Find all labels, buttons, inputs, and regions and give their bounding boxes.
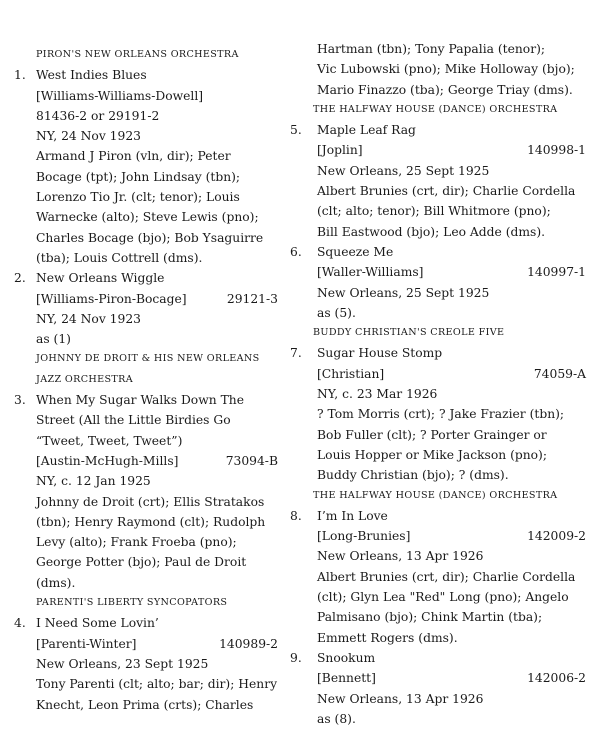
matrix-number: 140997-1 xyxy=(527,265,586,280)
track-number: 4. xyxy=(14,616,26,631)
composer-matrix-row xyxy=(36,451,286,471)
composer-matrix-row xyxy=(317,262,590,282)
personnel-line: (clt); Glyn Lea "Red" Long (pno); Angelo xyxy=(317,590,569,605)
personnel-line: (clt; alto; tenor); Bill Whitmore (pno); xyxy=(317,204,551,219)
recording-date: New Orleans, 13 Apr 1926 xyxy=(317,549,484,564)
personnel-reference: as (5). xyxy=(317,305,356,320)
track-entry-5 xyxy=(290,120,590,242)
matrix-number: 73094-B xyxy=(225,453,278,468)
band-name: PARENTI'S LIBERTY SYNCOPATORS xyxy=(36,597,228,609)
band-name: THE HALFWAY HOUSE (DANCE) ORCHESTRA xyxy=(313,489,558,501)
track-entry-1 xyxy=(14,65,286,268)
band-name: JOHNNY DE DROIT & HIS NEW ORLEANS xyxy=(36,353,260,365)
composer-matrix-row xyxy=(36,634,286,654)
personnel-line: Mario Finazzo (tba); George Triay (dms). xyxy=(317,82,573,97)
recording-date: NY, 24 Nov 1923 xyxy=(36,129,141,144)
personnel-line: Louis Hopper or Mike Jackson (pno); xyxy=(317,447,548,462)
composer-credit: [Bennett] xyxy=(317,671,376,686)
personnel-line: ? Tom Morris (crt); ? Jake Frazier (tbn); xyxy=(317,407,565,422)
composer-matrix-row xyxy=(317,526,590,546)
track-title-continued: “Tweet, Tweet, Tweet”) xyxy=(36,433,183,448)
composer-matrix-row xyxy=(36,289,286,309)
matrix-number: 140989-2 xyxy=(219,636,278,651)
track-entry-2 xyxy=(14,268,286,349)
recording-date: New Orleans, 13 Apr 1926 xyxy=(317,691,484,706)
composer-credit: [Parenti-Winter] xyxy=(36,636,137,651)
personnel-line: Tony Parenti (clt; alto; bar; dir); Henry xyxy=(36,677,278,692)
composer-credit: [Austin-McHugh-Mills] xyxy=(36,453,179,468)
recording-date: NY, c. 12 Jan 1925 xyxy=(36,474,151,489)
personnel-line: Albert Brunies (crt, dir); Charlie Cordella xyxy=(317,184,576,199)
track-number: 8. xyxy=(290,508,302,523)
personnel-line: Palmisano (bjo); Chink Martin (tba); xyxy=(317,610,543,625)
recording-date: New Orleans, 25 Sept 1925 xyxy=(317,285,490,300)
composer-credit: [Williams-Williams-Dowell] xyxy=(36,88,204,103)
composer-credit: [Williams-Piron-Bocage] xyxy=(36,291,187,306)
recording-date: New Orleans, 23 Sept 1925 xyxy=(36,656,209,671)
personnel-line: Charles Bocage (bjo); Bob Ysaguirre xyxy=(36,230,264,245)
track-entry-7 xyxy=(290,343,590,485)
track-number: 2. xyxy=(14,271,26,286)
track-title: When My Sugar Walks Down The xyxy=(36,393,244,408)
band-name: THE HALFWAY HOUSE (DANCE) ORCHESTRA xyxy=(313,103,558,115)
composer-matrix-row xyxy=(317,668,590,688)
track-entry-3 xyxy=(14,390,286,593)
personnel-line: Albert Brunies (crt, dir); Charlie Cordella xyxy=(317,569,576,584)
personnel-line: Armand J Piron (vln, dir); Peter xyxy=(36,149,231,164)
right-column xyxy=(290,39,590,729)
track-number: 3. xyxy=(14,393,26,408)
track-title-continued: Street (All the Little Birdies Go xyxy=(36,413,231,428)
personnel-continuation xyxy=(290,39,590,100)
track-title: New Orleans Wiggle xyxy=(36,271,165,286)
personnel-line: Vic Lubowski (pno); Mike Holloway (bjo); xyxy=(317,62,575,77)
personnel-reference: as (8). xyxy=(317,711,356,726)
matrix-number: 140998-1 xyxy=(527,143,586,158)
track-number: 7. xyxy=(290,346,302,361)
track-number: 9. xyxy=(290,650,302,665)
personnel-line: George Potter (bjo); Paul de Droit xyxy=(36,555,247,570)
personnel-line: Hartman (tbn); Tony Papalia (tenor); xyxy=(317,42,546,56)
composer-credit: [Joplin] xyxy=(317,143,363,158)
track-title: Snookum xyxy=(317,650,376,665)
personnel-line: Bob Fuller (clt); ? Porter Grainger or xyxy=(317,427,547,442)
band-name: BUDDY CHRISTIAN'S CREOLE FIVE xyxy=(313,327,505,339)
matrix-number: 74059-A xyxy=(533,366,586,381)
recording-date: NY, c. 23 Mar 1926 xyxy=(317,387,438,402)
personnel-line: Buddy Christian (bjo); ? (dms). xyxy=(317,468,509,483)
track-entry-4 xyxy=(14,613,286,714)
composer-credit: [Long-Brunies] xyxy=(317,529,411,544)
band-name: PIRON'S NEW ORLEANS ORCHESTRA xyxy=(36,49,239,60)
personnel-line: Warnecke (alto); Steve Lewis (pno); xyxy=(36,210,259,225)
left-column xyxy=(14,45,286,715)
personnel-line: (tbn); Henry Raymond (clt); Rudolph xyxy=(36,514,266,529)
recording-date: NY, 24 Nov 1923 xyxy=(36,311,141,326)
personnel-line: Emmett Rogers (dms). xyxy=(317,630,458,645)
composer-credit: [Christian] xyxy=(317,366,385,381)
track-entry-6 xyxy=(290,242,590,323)
personnel-line: Lorenzo Tio Jr. (clt; tenor); Louis xyxy=(36,190,240,205)
personnel-reference: as (1) xyxy=(36,332,71,347)
track-title: Squeeze Me xyxy=(317,244,394,259)
track-entry-8 xyxy=(290,506,590,648)
personnel-line: Bill Eastwood (bjo); Leo Adde (dms). xyxy=(317,224,546,239)
personnel-line: (dms). xyxy=(36,575,76,590)
band-name-continued: JAZZ ORCHESTRA xyxy=(36,373,133,385)
track-title: I’m In Love xyxy=(317,508,388,523)
matrix-number: 142009-2 xyxy=(527,529,586,544)
recording-date: New Orleans, 25 Sept 1925 xyxy=(317,163,490,178)
matrix-number: 81436-2 or 29191-2 xyxy=(36,108,160,123)
matrix-number: 29121-3 xyxy=(226,291,278,306)
personnel-line: Johnny de Droit (crt); Ellis Stratakos xyxy=(36,494,265,509)
personnel-line: Levy (alto); Frank Froeba (pno); xyxy=(36,535,237,550)
personnel-line: (tba); Louis Cottrell (dms). xyxy=(36,250,203,265)
track-title: I Need Some Lovin’ xyxy=(36,616,159,631)
personnel-line: Knecht, Leon Prima (crts); Charles xyxy=(36,697,254,712)
track-title: West Indies Blues xyxy=(36,68,147,83)
track-number: 5. xyxy=(290,123,302,138)
matrix-number: 142006-2 xyxy=(527,671,586,686)
composer-matrix-row xyxy=(317,364,590,384)
track-number: 1. xyxy=(14,68,26,83)
track-title: Maple Leaf Rag xyxy=(317,123,416,138)
track-number: 6. xyxy=(290,244,302,259)
composer-credit: [Waller-Williams] xyxy=(317,265,424,280)
personnel-line: Bocage (tpt); John Lindsay (tbn); xyxy=(36,169,241,184)
track-title: Sugar House Stomp xyxy=(317,346,443,361)
track-entry-9 xyxy=(290,648,590,729)
composer-matrix-row xyxy=(317,140,590,160)
